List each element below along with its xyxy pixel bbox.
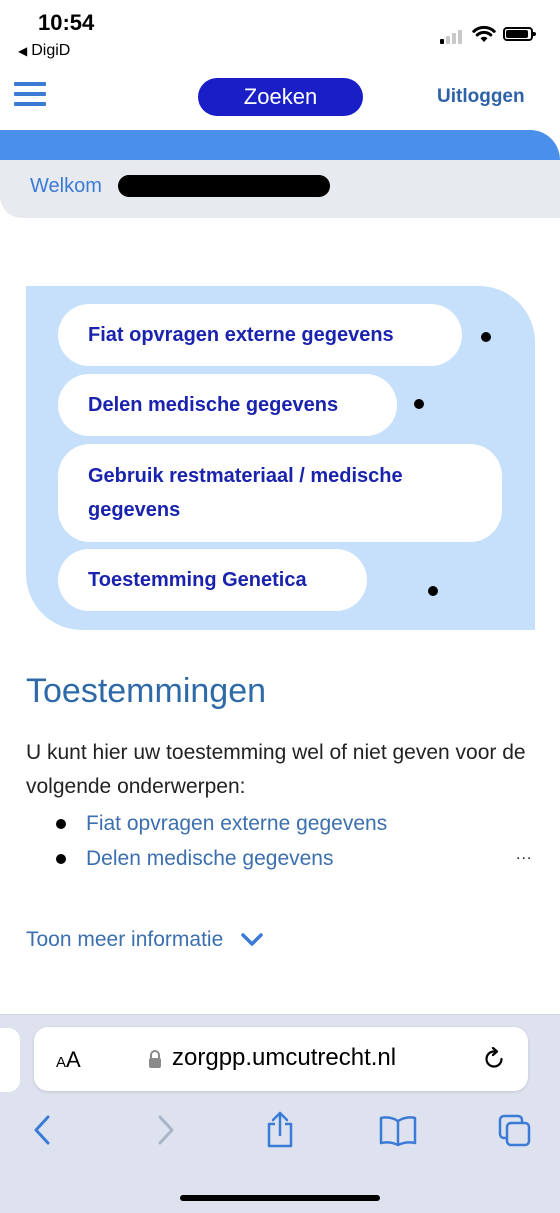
redacted-username [118, 175, 330, 197]
tabs-icon[interactable] [497, 1113, 533, 1149]
page-title: Toestemmingen [26, 672, 267, 710]
status-dot [481, 332, 491, 342]
more-ellipsis: ... [516, 846, 533, 863]
back-to-app-link[interactable] [18, 42, 70, 60]
wifi-icon [472, 24, 496, 44]
topic-button-restmateriaal[interactable]: Gebruik restmateriaal / medische gegevens [58, 444, 502, 542]
chevron-left-icon[interactable] [30, 1113, 56, 1147]
topic-link-delen[interactable]: Delen medische gegevens [56, 841, 387, 876]
topic-button-fiat[interactable]: Fiat opvragen externe gegevens [58, 304, 462, 366]
topic-button-delen[interactable]: Delen medische gegevens [58, 374, 397, 436]
reload-icon[interactable] [482, 1047, 506, 1071]
url-text: zorgpp.umcutrecht.nl [172, 1044, 397, 1071]
page-settings-button[interactable]: AA [56, 1047, 81, 1072]
share-icon[interactable] [264, 1111, 296, 1149]
previous-tab-preview[interactable] [0, 1028, 20, 1092]
topic-link-fiat[interactable]: Fiat opvragen externe gegevens [56, 806, 387, 841]
logout-link[interactable]: Uitloggen [437, 86, 525, 107]
back-arrow-icon: ◀ [18, 44, 28, 58]
lock-icon [147, 1049, 163, 1069]
welcome-label: Welkom [30, 175, 102, 197]
status-time: 10:54 [38, 10, 95, 35]
status-dot [414, 399, 424, 409]
topic-button-genetica[interactable]: Toestemming Genetica [58, 549, 367, 611]
browser-chrome [0, 1014, 560, 1213]
show-more-info-label: Toon meer informatie [26, 928, 224, 951]
search-button[interactable]: Zoeken [198, 78, 363, 116]
hamburger-menu-icon[interactable] [14, 82, 46, 106]
welcome-bar [0, 160, 560, 218]
show-more-info-toggle[interactable] [26, 928, 263, 952]
bookmarks-book-icon[interactable] [378, 1115, 418, 1147]
cellular-signal-icon [440, 28, 466, 44]
header-band [0, 130, 560, 162]
topic-link-list [56, 806, 387, 876]
chevron-right-icon[interactable] [152, 1113, 178, 1147]
status-bar [0, 0, 560, 70]
status-dot [428, 586, 438, 596]
back-app-label: DigiD [31, 42, 71, 59]
intro-text: U kunt hier uw toestemming wel of niet geven voor de volgende onderwerpen: [26, 741, 526, 798]
battery-icon [503, 27, 533, 41]
address-bar[interactable] [34, 1027, 528, 1091]
home-indicator [180, 1195, 380, 1201]
chevron-down-icon [241, 933, 263, 947]
